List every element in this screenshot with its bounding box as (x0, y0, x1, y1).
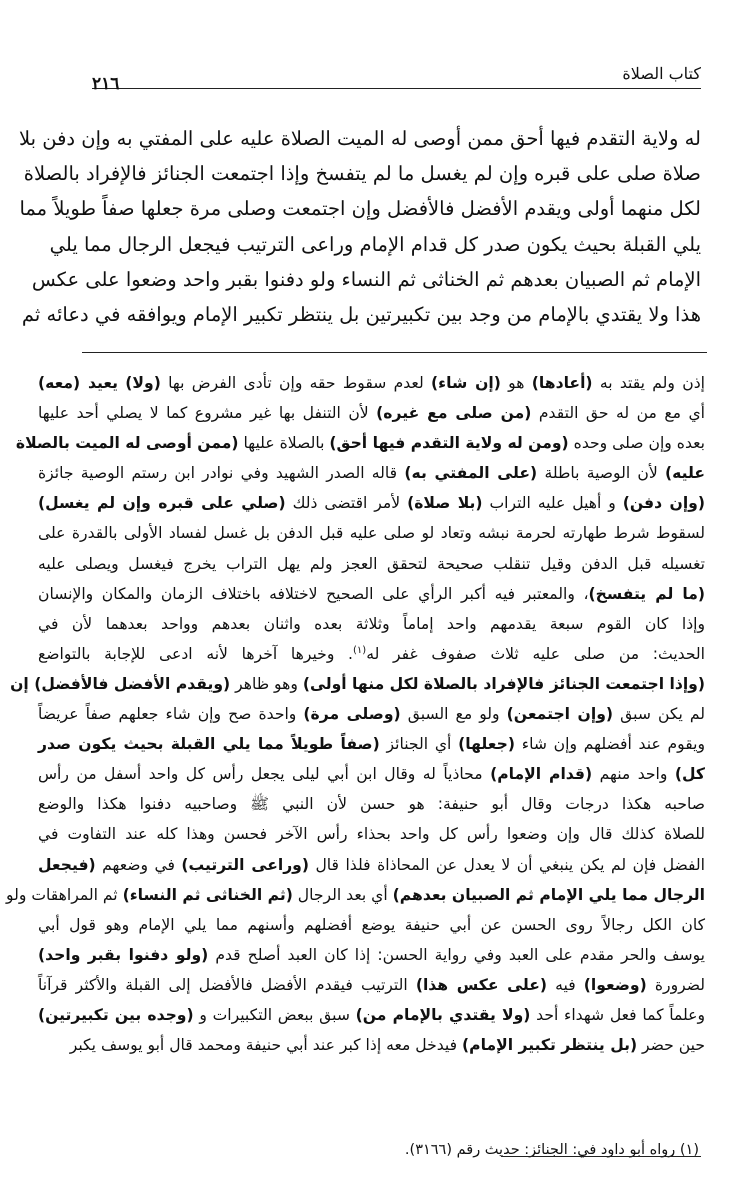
commentary-quoted-text: (ولا يقتدي بالإمام من) (355, 1005, 531, 1024)
commentary-line (38, 609, 705, 639)
commentary-text: قاله الصدر الشهيد وفي نوادر ابن رستم الوصية جائزة (38, 464, 405, 483)
commentary-quoted-text: (ثم الخناثى ثم النساء) (122, 885, 293, 904)
commentary-text: كان الكل رجالاً روى الحسن عن أبي حنيفة يوضع أفضلهم وأسنهم مما يلي الإمام وهو قول أبي (38, 915, 705, 934)
commentary-quoted-text: (من صلى مع غيره) (376, 404, 532, 423)
commentary-text: بعده وإن صلى وحده (568, 434, 705, 453)
commentary-text: للصلاة كذلك قال وإن وضعوا رأس كل واحد بحذاء رأس الآخر فحسن وهذا كله عند التفاوت في (38, 825, 705, 844)
commentary-text: و أهيل عليه التراب (482, 494, 623, 513)
commentary-quoted-text: (ومن له ولاية التقدم فيها أحق) (329, 434, 569, 453)
commentary-text: لأن التنفل بها غير مشروع كما لا يصلي أحد عليها (38, 404, 377, 423)
commentary-line (38, 759, 705, 789)
commentary-text: تغسيله قبل الدفن وقيل تنقلب صحيحة لتحقق العجز ولم يهل التراب يخرج فيغسل ويصلى عليه (38, 554, 705, 573)
commentary-text: وهو ظاهر (230, 674, 303, 693)
commentary-line (38, 398, 705, 428)
commentary-line (38, 1000, 705, 1030)
main-text-line: له ولاية التقدم فيها أحق ممن أوصى له الميت الصلاة عليه على المفتي به وإن دفن بلا (18, 127, 701, 150)
commentary-quoted-text: الرجال مما يلي الإمام ثم الصبيان بعدهم) (392, 885, 705, 904)
footnote-marker[interactable]: (١) (353, 644, 367, 656)
commentary-text: الترتيب فيقدم الأفضل فالأفضل إلى القبلة والأكثر قرآناً (38, 975, 416, 994)
commentary-line (38, 729, 705, 759)
commentary-quoted-text: (وضعوا) (583, 975, 647, 994)
commentary-text: أي بعد الرجال (292, 885, 393, 904)
commentary-text: أي مع من له حق التقدم (531, 404, 705, 423)
commentary-text: . وخيرها آخرها لأنه ادعى للإجابة بالتواضع (38, 644, 354, 663)
commentary-line (10, 669, 705, 699)
commentary-text: هو (500, 374, 532, 392)
commentary-quoted-text: (إن شاء) (431, 374, 501, 392)
main-text-line: هذا ولا يقتدي بالإمام من وجد بين تكبيرتين بل ينتظر تكبير الإمام ويوافقه في دعائه ثم (21, 303, 701, 327)
commentary-line (6, 880, 705, 910)
commentary-quoted-text: (وإذا اجتمعت الجنائز فالإفراد بالصلاة لكل منها أولى) (302, 674, 705, 693)
commentary-quoted-text: (على المفتي به) (404, 464, 538, 483)
commentary-quoted-text: (فيجعل (38, 855, 96, 874)
commentary-quoted-text: (جعلها) (458, 735, 515, 754)
commentary-quoted-text: (ممن أوصى له الميت بالصلاة (15, 434, 239, 453)
commentary-quoted-text: (وصلى مرة) (303, 705, 401, 724)
commentary-line (38, 488, 705, 518)
main-text-line: يلي القبلة بحيث يكون صدر كل قدام الإمام وراعى الترتيب فيجعل الرجال مما يلي (49, 232, 701, 256)
commentary-text: وإذا كان القوم سبعة يقدمهم واحد إماماً وثلاثة بعده واثنان بعدهم وواحد بعدهما لأن في (38, 614, 705, 633)
commentary-text: لسقوط شرط طهارته لحرمة نبشه وتعاد لو صلى عليه قبل الدفن بل غسل لفساد الأولى بالقدرة على (38, 524, 705, 543)
commentary-line (38, 850, 705, 880)
commentary-quoted-text: (وجده بين تكبيرتين) (38, 1005, 194, 1024)
commentary-text: الحديث: من صلى عليه ثلاث صفوف غفر له (366, 644, 705, 663)
commentary-text: سبق ببعض التكبيرات و (193, 1005, 356, 1024)
commentary-quoted-text: (صلي على قبره وإن لم يغسل) (38, 494, 286, 513)
commentary-text: حين حضر (637, 1036, 705, 1055)
commentary-text: لم يكن سبق (613, 705, 705, 724)
commentary-line (38, 579, 705, 609)
commentary-quoted-text: (وإن اجتمعن) (506, 705, 614, 724)
main-text-divider (82, 352, 707, 353)
commentary-quoted-text: (على عكس هذا) (415, 975, 548, 994)
main-text-block (18, 121, 701, 332)
commentary-quoted-text: (بلا صلاة) (407, 494, 483, 513)
commentary-text: ولو مع السبق (400, 705, 507, 724)
commentary-line (38, 518, 705, 548)
commentary-text: صاحبه هكذا درجات وقال أبو حنيفة: هو حسن لأن النبي ﷺ وصاحبيه دفنوا هكذا والوضع (38, 795, 705, 814)
commentary-text: ، والمعتبر فيه أكبر الرأي على الصحيح لاختلافه باختلاف الزمان والمكان والإنسان (38, 584, 589, 603)
footnote-divider (501, 1156, 701, 1157)
commentary-line (38, 549, 705, 579)
commentary-text: واحد منهم (592, 765, 675, 784)
commentary-line (38, 699, 705, 729)
main-text-line: لكل منهما أولى ويقدم الأفضل فالأفضل وإن اجتمعت وصلى مرة جعلها صفاً طويلاً مما (19, 197, 701, 221)
commentary-quoted-text: (ولو دفنوا بقبر واحد) (38, 945, 209, 964)
commentary-quoted-text: (قدام الإمام) (490, 765, 593, 784)
page-number: ٢١٦ (92, 74, 120, 94)
commentary-line (38, 910, 705, 940)
commentary-text: لعدم سقوط حقه وإن تأدى الفرض بها (160, 374, 432, 392)
commentary-text: أي الجنائز (379, 735, 459, 754)
commentary-line (38, 368, 705, 398)
commentary-text: واحدة صح وإن شاء جعلهم صفاً عريضاً (38, 705, 304, 724)
commentary-quoted-text: عليه) (665, 464, 705, 483)
commentary-text: لأمر اقتضى ذلك (285, 494, 408, 513)
commentary-text: ثم المراهقات ولو (6, 885, 123, 904)
commentary-quoted-text: (صفاً طويلاً مما يلي القبلة بحيث يكون صدر (38, 735, 380, 754)
commentary-line (38, 970, 705, 1000)
commentary-text: لضرورة (646, 975, 705, 994)
commentary-text: الفضل فإن لم يكن ينبغي أن لا يعدل عن المحاذاة فلذا قال (309, 855, 706, 874)
commentary-quoted-text: (ما لم يتفسخ) (588, 584, 705, 603)
main-text-line: الإمام ثم الصبيان بعدهم ثم الخناثى ثم النساء ولو دفنوا بقبر واحد وضعوا على عكس (31, 267, 701, 291)
commentary-text: في وضعهم (95, 855, 182, 874)
commentary-block (6, 368, 706, 1060)
commentary-text: بالصلاة عليها (238, 434, 330, 453)
commentary-line (38, 1030, 705, 1060)
commentary-text: فيه (547, 975, 584, 994)
commentary-line (38, 639, 705, 669)
commentary-line (38, 458, 705, 488)
commentary-text: فيدخل معه إذا كبر عند أبي حنيفة ومحمد قال أبو يوسف يكبر (69, 1036, 463, 1055)
commentary-text: ويقوم عند أفضلهم وإن شاء (514, 735, 705, 754)
commentary-quoted-text: (ويقدم الأفضل فالأفضل) إن (10, 674, 231, 693)
commentary-quoted-text: (ولا) (125, 374, 161, 392)
commentary-quoted-text: (وإن دفن) (622, 494, 706, 513)
commentary-text: يوسف والحر مقدم على العبد وفي رواية الحسن: إذا كان العبد أصلح قدم (208, 945, 705, 964)
commentary-quoted-text: كل) (674, 765, 705, 784)
commentary-line (38, 819, 705, 849)
commentary-text: محاذياً له وقال ابن أبي ليلى يجعل رأس كل واحد أسفل من رأس (38, 765, 491, 784)
commentary-line (38, 940, 705, 970)
main-text-line: صلاة صلى على قبره وإن لم يغسل ما لم يتفسخ وإذا اجتمعت الجنائز فالإفراد بالصلاة (23, 162, 701, 186)
commentary-text: لأن الوصية باطلة (537, 464, 666, 483)
commentary-line (38, 789, 705, 819)
commentary-quoted-text: (بل ينتظر تكبير الإمام) (462, 1036, 638, 1055)
commentary-line (15, 428, 705, 458)
book-title: كتاب الصلاة (622, 64, 701, 83)
running-header (92, 64, 701, 94)
commentary-quoted-text: (وراعى الترتيب) (181, 855, 310, 874)
commentary-quoted-text: يعيد (معه) (38, 374, 118, 392)
commentary-text: إذن ولم يقتد به (592, 374, 705, 392)
commentary-quoted-text: (أعادها) (531, 374, 593, 392)
footnote: (١) رواه أبو داود في: الجنائز: حديث رقم (٣١٦٦). (404, 1142, 699, 1158)
commentary-text: وعلماً كما فعل شهداء أحد (530, 1005, 705, 1024)
